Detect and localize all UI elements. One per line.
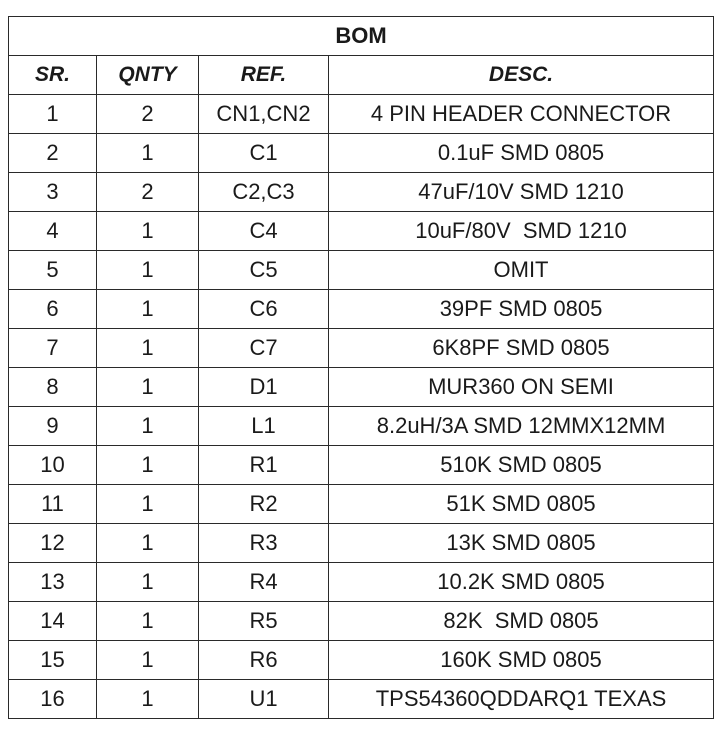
header-row — [9, 56, 714, 95]
cell-qnty: 1 — [97, 641, 199, 680]
cell-desc: MUR360 ON SEMI — [329, 368, 714, 407]
bom-table — [8, 16, 714, 719]
cell-sr: 14 — [9, 602, 97, 641]
cell-sr: 15 — [9, 641, 97, 680]
table-row — [9, 95, 714, 134]
table-row — [9, 407, 714, 446]
cell-ref: L1 — [199, 407, 329, 446]
cell-desc: 39PF SMD 0805 — [329, 290, 714, 329]
cell-sr: 13 — [9, 563, 97, 602]
cell-qnty: 1 — [97, 680, 199, 719]
cell-desc: 4 PIN HEADER CONNECTOR — [329, 95, 714, 134]
cell-sr: 6 — [9, 290, 97, 329]
cell-qnty: 1 — [97, 134, 199, 173]
cell-sr: 16 — [9, 680, 97, 719]
cell-ref: U1 — [199, 680, 329, 719]
cell-desc: 47uF/10V SMD 1210 — [329, 173, 714, 212]
title-row — [9, 17, 714, 56]
cell-ref: C7 — [199, 329, 329, 368]
cell-desc: 6K8PF SMD 0805 — [329, 329, 714, 368]
cell-desc: 0.1uF SMD 0805 — [329, 134, 714, 173]
cell-desc: 10.2K SMD 0805 — [329, 563, 714, 602]
cell-sr: 8 — [9, 368, 97, 407]
cell-sr: 1 — [9, 95, 97, 134]
table-row — [9, 563, 714, 602]
cell-ref: R1 — [199, 446, 329, 485]
cell-ref: C2,C3 — [199, 173, 329, 212]
cell-ref: C1 — [199, 134, 329, 173]
cell-qnty: 1 — [97, 446, 199, 485]
column-header-qnty: QNTY — [97, 56, 199, 95]
cell-qnty: 1 — [97, 524, 199, 563]
cell-qnty: 2 — [97, 173, 199, 212]
cell-desc: 8.2uH/3A SMD 12MMX12MM — [329, 407, 714, 446]
cell-sr: 10 — [9, 446, 97, 485]
cell-qnty: 1 — [97, 290, 199, 329]
table-row — [9, 446, 714, 485]
table-row — [9, 251, 714, 290]
table-row — [9, 602, 714, 641]
cell-desc: OMIT — [329, 251, 714, 290]
table-row — [9, 485, 714, 524]
table-row — [9, 290, 714, 329]
cell-ref: R6 — [199, 641, 329, 680]
table-row — [9, 641, 714, 680]
cell-desc: 510K SMD 0805 — [329, 446, 714, 485]
cell-sr: 2 — [9, 134, 97, 173]
cell-desc: 10uF/80V SMD 1210 — [329, 212, 714, 251]
cell-ref: C4 — [199, 212, 329, 251]
table-row — [9, 134, 714, 173]
cell-ref: C6 — [199, 290, 329, 329]
cell-desc: 51K SMD 0805 — [329, 485, 714, 524]
cell-qnty: 1 — [97, 329, 199, 368]
table-row — [9, 680, 714, 719]
table-row — [9, 329, 714, 368]
cell-desc: 160K SMD 0805 — [329, 641, 714, 680]
cell-desc: 13K SMD 0805 — [329, 524, 714, 563]
cell-qnty: 1 — [97, 251, 199, 290]
cell-sr: 9 — [9, 407, 97, 446]
cell-qnty: 1 — [97, 368, 199, 407]
cell-ref: R2 — [199, 485, 329, 524]
cell-ref: C5 — [199, 251, 329, 290]
cell-qnty: 1 — [97, 485, 199, 524]
cell-qnty: 2 — [97, 95, 199, 134]
column-header-ref: REF. — [199, 56, 329, 95]
column-header-desc: DESC. — [329, 56, 714, 95]
cell-sr: 4 — [9, 212, 97, 251]
table-row — [9, 173, 714, 212]
cell-desc: 82K SMD 0805 — [329, 602, 714, 641]
cell-qnty: 1 — [97, 407, 199, 446]
table-row — [9, 212, 714, 251]
cell-sr: 5 — [9, 251, 97, 290]
column-header-sr: SR. — [9, 56, 97, 95]
table-row — [9, 524, 714, 563]
cell-ref: CN1,CN2 — [199, 95, 329, 134]
cell-ref: R4 — [199, 563, 329, 602]
cell-ref: R3 — [199, 524, 329, 563]
cell-qnty: 1 — [97, 212, 199, 251]
cell-sr: 3 — [9, 173, 97, 212]
cell-ref: D1 — [199, 368, 329, 407]
cell-sr: 7 — [9, 329, 97, 368]
table-row — [9, 368, 714, 407]
cell-ref: R5 — [199, 602, 329, 641]
cell-qnty: 1 — [97, 563, 199, 602]
cell-sr: 11 — [9, 485, 97, 524]
table-title: BOM — [9, 17, 714, 56]
cell-qnty: 1 — [97, 602, 199, 641]
cell-sr: 12 — [9, 524, 97, 563]
cell-desc: TPS54360QDDARQ1 TEXAS — [329, 680, 714, 719]
